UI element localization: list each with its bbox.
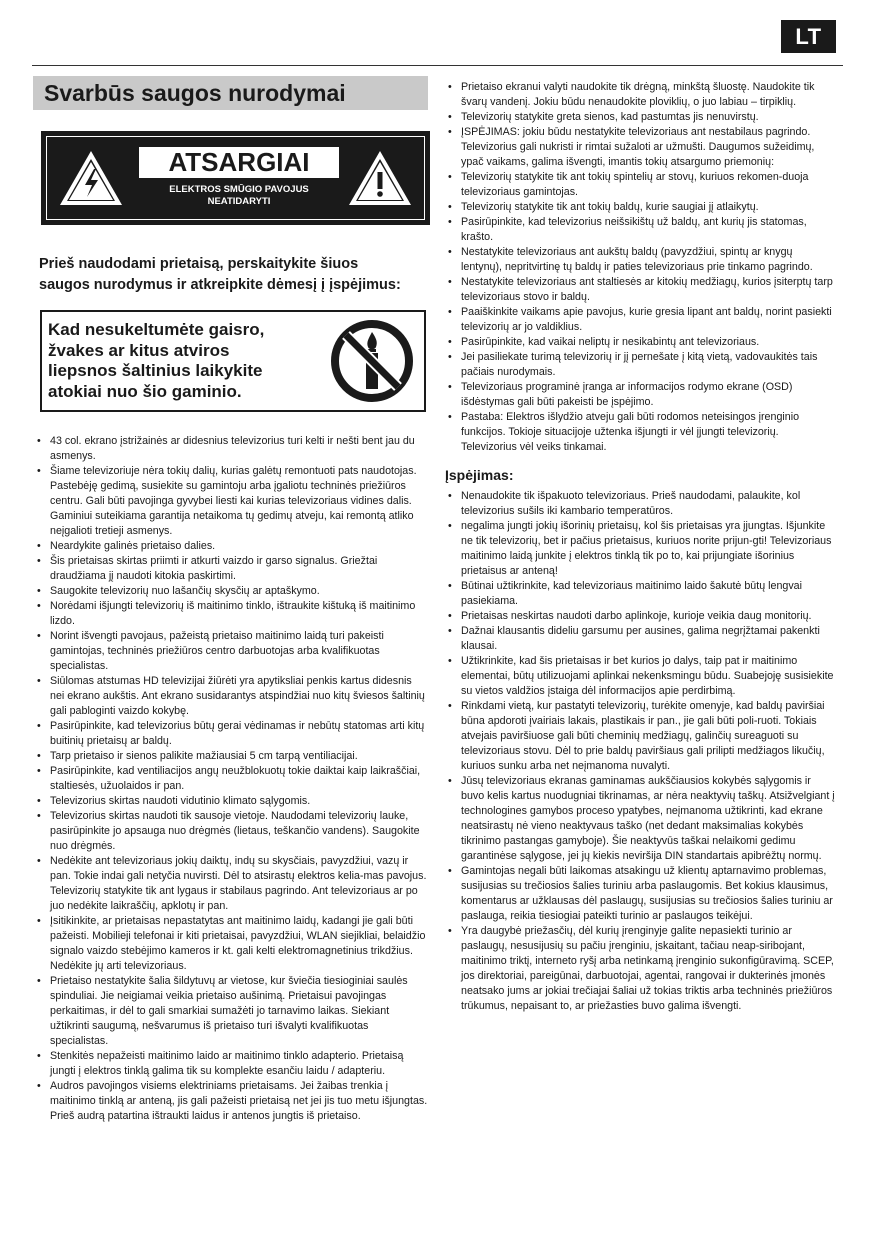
- list-item: • Norėdami išjungti televizorių iš maitinimo tinklo, ištraukite kištuką iš maitinimo lizdo.: [33, 599, 428, 629]
- fire-notice-line3: liepsnos šaltinius laikykite: [48, 361, 263, 380]
- header-divider: [32, 65, 843, 66]
- list-item: • Televizorius skirtas naudoti tik sausoje vietoje. Naudodami televizorių lauke, pasirūpinkite jo apsauga nuo drėgmės (lietaus, teškančio vandens). Saugokite nuo drėgmės.: [33, 809, 428, 854]
- list-item: • Prietaisas neskirtas naudoti darbo aplinkoje, kurioje veikia daug monitorių.: [444, 609, 836, 624]
- section-title: Svarbūs saugos nurodymai: [33, 76, 428, 110]
- right-column: [444, 80, 836, 1014]
- caution-subtitle: [139, 184, 339, 208]
- list-item: • Paaiškinkite vaikams apie pavojus, kurie gresia lipant ant baldų, norint pasiekti televizorių ar jo valdiklius.: [444, 305, 836, 335]
- list-item: • Nedėkite ant televizoriaus jokių daiktų, indų su skysčiais, pavyzdžiui, vazų ir pan. Tokie indai gali netyčia nuvirsti. Dėl to atsirastų elektros kelia-mas pavojus. Televizorių statykite tik ant lygaus ir stabilaus pagrindo. Ant televizoriaus ar po juo nedėkite laikraščių, apklotų ir pan.: [33, 854, 428, 914]
- list-item: • Siūlomas atstumas HD televizijai žiūrėti yra apytiksliai penkis kartus didesnis nei ekrano aukštis. Ant ekrano susidarantys atspindžiai nuo kitų šviesos šaltinių gali pabloginti vaizdo kokybę.: [33, 674, 428, 719]
- list-item: • Tarp prietaiso ir sienos palikite mažiausiai 5 cm tarpą ventiliacijai.: [33, 749, 428, 764]
- list-item: • Televizorius skirtas naudoti vidutinio klimato sąlygomis.: [33, 794, 428, 809]
- list-item: • negalima jungti jokių išorinių prietaisų, kol šis prietaisas yra įjungtas. Išjunkite ne tik televizorių, bet ir pačius prietaisus, kuriuos norite prijun-gti! Televizoriaus maitinimo laidą junkite į elektros tinklą tik po to, kai prijungiate išorinius prietaisus ar anteną!: [444, 519, 836, 579]
- list-item: • Televizorių statykite tik ant tokių spintelių ar stovų, kuriuos rekomen-duoja televizoriaus gamintojas.: [444, 170, 836, 200]
- fire-notice-line4: atokiai nuo šio gaminio.: [48, 381, 242, 401]
- no-open-flame-icon: [329, 318, 415, 404]
- list-item: • Šis prietaisas skirtas priimti ir atkurti vaizdo ir garso signalus. Griežtai draudžiama jį naudoti kitokia paskirtimi.: [33, 554, 428, 584]
- list-item: • Saugokite televizorių nuo lašančių skysčių ar aptaškymo.: [33, 584, 428, 599]
- right-safety-list: [444, 80, 836, 455]
- list-item: • Pasirūpinkite, kad vaikai neliptų ir nesikabintų ant televizoriaus.: [444, 335, 836, 350]
- caution-sub-line1: ELEKTROS SMŪGIO PAVOJUS: [169, 184, 309, 195]
- intro-line1: Prieš naudodami prietaisą, perskaitykite šiuos: [39, 256, 359, 272]
- list-item: • Pastaba: Elektros išlydžio atveju gali būti rodomos neteisingos įrenginio funkcijos. Tokioje situacijoje užtenka išjungti ir vėl įjungti televizorių. Televizorius vėl veiks tinkamai.: [444, 410, 836, 455]
- list-item: • Stenkitės nepažeisti maitinimo laido ar maitinimo tinklo adapterio. Prietaisą jungti į elektros tinklą galima tik su komplekte esančiu laidu / adapteriu.: [33, 1049, 428, 1079]
- caution-label: [41, 131, 430, 225]
- caution-sub-line2: NEATIDARYTI: [207, 196, 271, 207]
- language-badge: LT: [781, 20, 836, 53]
- list-item: • Nestatykite televizoriaus ant staltiesės ar kitokių medžiagų, kurios įsiterptų tarp televizoriaus stovo ir baldų.: [444, 275, 836, 305]
- list-item: • Televizoriaus programinė įranga ar informacijos rodymo ekrane (OSD) išdėstymas gali būti pakeisti be įspėjimo.: [444, 380, 836, 410]
- intro-line2: saugos nurodymus ir atkreipkite dėmesį į įspėjimus:: [39, 277, 401, 293]
- list-item: • Nenaudokite tik išpakuoto televizoriaus. Prieš naudodami, palaukite, kol televizorius sušils iki kambario temperatūros.: [444, 489, 836, 519]
- warnings-heading: Įspėjimas:: [445, 467, 514, 483]
- list-item: • Jei pasiliekate turimą televizorių ir jį pernešate į kitą vietą, vadovaukitės tais pačiais nurodymais.: [444, 350, 836, 380]
- fire-safety-notice: [40, 310, 426, 412]
- left-safety-list: [33, 434, 428, 1124]
- list-item: • Būtinai užtikrinkite, kad televizoriaus maitinimo laido šakutė būtų lengvai pasiekiama.: [444, 579, 836, 609]
- fire-notice-line1: Kad nesukeltumėte gaisro,: [48, 320, 265, 339]
- warnings-list: [444, 489, 836, 1014]
- list-item: • Televizorių statykite tik ant tokių baldų, kurie saugiai jį atlaikytų.: [444, 200, 836, 215]
- list-item: • Jūsų televizoriaus ekranas gaminamas aukščiausios kokybės sąlygomis ir buvo kelis kartus nuodugniai tikrinamas, ar nėra neaktyvių taškų. Atsižvelgiant į technologines gamybos proceso ypatybes, neįmanoma užtikrinti, kad ekrane neatsirastų nė vieno neaktyvaus taško (net dedant maksimalias kokybės tikrinimo pastangas gamyboje). Šie neaktyvūs taškai nelaikomi gedimu garantinėse sąlygose, jei jų kiekis neviršija DIN standartais apibrėžtų normų.: [444, 774, 836, 864]
- list-item: • Pasirūpinkite, kad televizorius neišsikištų už baldų, ant kurių jis statomas, krašto.: [444, 215, 836, 245]
- list-item: • Neardykite galinės prietaiso dalies.: [33, 539, 428, 554]
- list-item: • Yra daugybė priežasčių, dėl kurių įrenginyje galite nepasiekti turinio ar paslaugų, nesusijusių su pačiu įrenginiu, įskaitant, tačiau neap-siribojant, maitinimo triktį, interneto ryšį arba netinkamą įrenginio sukonfigūravimą. SCEP, jos direktoriai, pareigūnai, darbuotojai, agentai, rangovai ir dukterinės įmonės neatsako jums ar jokiai trečiajai šaliai už tokias triktis arba techninės priežiūros trūkumus, nepaisant to, ar priežasties buvo galima išvengti.: [444, 924, 836, 1014]
- electric-shock-warning-icon: [57, 147, 125, 209]
- list-item: • Prietaiso nestatykite šalia šildytuvų ar vietose, kur šviečia tiesioginiai saulės spinduliai. Jie neigiamai veikia prietaiso aušinimą. Prietaisui pavojingas perkaitimas, ir dėl to gali smarkiai sumažėti jo tarnavimo laikas. Siekiant užtikrinti saugumą, nešvarumus iš prietaiso turi išvalyti kvalifikuotas specialistas.: [33, 974, 428, 1049]
- list-item: • Prietaiso ekranui valyti naudokite tik drėgną, minkštą šluostę. Naudokite tik švarų vandenį. Jokiu būdu nenaudokite ploviklių, o juo labiau – tirpiklių.: [444, 80, 836, 110]
- list-item: • Šiame televizoriuje nėra tokių dalių, kurias galėtų remontuoti pats naudotojas. Pastebėję gedimą, susiekite su gamintoju arba įgaliotu techninės priežiūros centru. Gali būti pavojinga gyvybei liesti kai kurias televizoriaus vidines dalis. Gaminiui suteikiama garantija netaikoma tų gedimų atveju, kai remontą atliko neįgalioti tretieji asmenys.: [33, 464, 428, 539]
- list-item: • Televizorių statykite greta sienos, kad pastumtas jis nenuvirstų.: [444, 110, 836, 125]
- caution-word: ATSARGIAI: [139, 147, 339, 178]
- list-item: • Užtikrinkite, kad šis prietaisas ir bet kurios jo dalys, taip pat ir maitinimo elementai, būtų utilizuojami aplinkai nekenksmingu būdu. Suabejoję susisiekite su vietos valdžios įstaiga dėl informacijos apie perdirbimą.: [444, 654, 836, 699]
- list-item: • ĮSPĖJIMAS: jokiu būdu nestatykite televizoriaus ant nestabilaus pagrindo. Televizorius gali nukristi ir rimtai sužaloti ar užmušti. Daugumos sužeidimų, ypač vaikams, galima išvengti, imantis tokių atsargumo priemonių:: [444, 125, 836, 170]
- left-column: [33, 76, 428, 1124]
- list-item: • Pasirūpinkite, kad televizorius būtų gerai vėdinamas ir nebūtų statomas arti kitų buitinių prietaisų ar baldų.: [33, 719, 428, 749]
- list-item: • Nestatykite televizoriaus ant aukštų baldų (pavyzdžiui, spintų ar knygų lentynų), nepritvirtinę tų baldų ir paties televizoriaus prie tinkamo pagrindo.: [444, 245, 836, 275]
- list-item: • Įsitikinkite, ar prietaisas nepastatytas ant maitinimo laidų, kadangi jie gali būti pažeisti. Mobilieji telefonai ir kiti prietaisai, pavyzdžiui, WLAN siejikliai, belaidžio signalo vaizdo stebėjimo kameros ir kt. gali kelti elektromagnetinius trikdžius. Nedėkite jų arti televizoriaus.: [33, 914, 428, 974]
- list-item: • 43 col. ekrano įstrižainės ar didesnius televizorius turi kelti ir nešti bent jau du asmenys.: [33, 434, 428, 464]
- fire-notice-line2: žvakes ar kitus atviros: [48, 340, 230, 360]
- list-item: • Gamintojas negali būti laikomas atsakingu už klientų aptarnavimo problemas, susijusias su trečiosios šalies turiniu arba paslaugomis. Bet kokius klausimus, komentarus ar užklausas dėl paslaugų, susijusias su trečiosios šalies turiniu ar paslauga, reikia tiesiogiai pateikti turinio ar paslaugos teikėjui.: [444, 864, 836, 924]
- fire-notice-text: [48, 320, 308, 402]
- list-item: • Norint išvengti pavojaus, pažeistą prietaiso maitinimo laidą turi pakeisti gamintojas, techninės priežiūros centro darbuotojas arba kvalifikuotas specialistas.: [33, 629, 428, 674]
- intro-text: [39, 254, 428, 296]
- list-item: • Dažnai klausantis dideliu garsumu per ausines, galima negrįžtamai pakenkti klausai.: [444, 624, 836, 654]
- list-item: • Pasirūpinkite, kad ventiliacijos angų neužblokuotų tokie daiktai kaip laikraščiai, staltiesės, užuolaidos ir pan.: [33, 764, 428, 794]
- exclamation-warning-icon: [346, 147, 414, 209]
- list-item: • Rinkdami vietą, kur pastatyti televizorių, turėkite omenyje, kad baldų paviršiai būna apdoroti įvairiais lakais, plastikais ir pan., jie gali būti poli-ruoti. Tokiais atvejais paviršiuose gali būti cheminių medžiagų, galinčių sureaguoti su televizoriaus stovu. Dėl to prie baldų paviršiaus gali prilipti medžiagos likučių, kuriuos sunku arba net neįmanoma nuvalyti.: [444, 699, 836, 774]
- list-item: • Audros pavojingos visiems elektriniams prietaisams. Jei žaibas trenkia į maitinimo tinklą ar anteną, jis gali pažeisti prietaisą net jei jis tuo metu išjungtas. Prieš audrą patartina ištraukti laidus ir antenos jungtis iš prietaiso.: [33, 1079, 428, 1124]
